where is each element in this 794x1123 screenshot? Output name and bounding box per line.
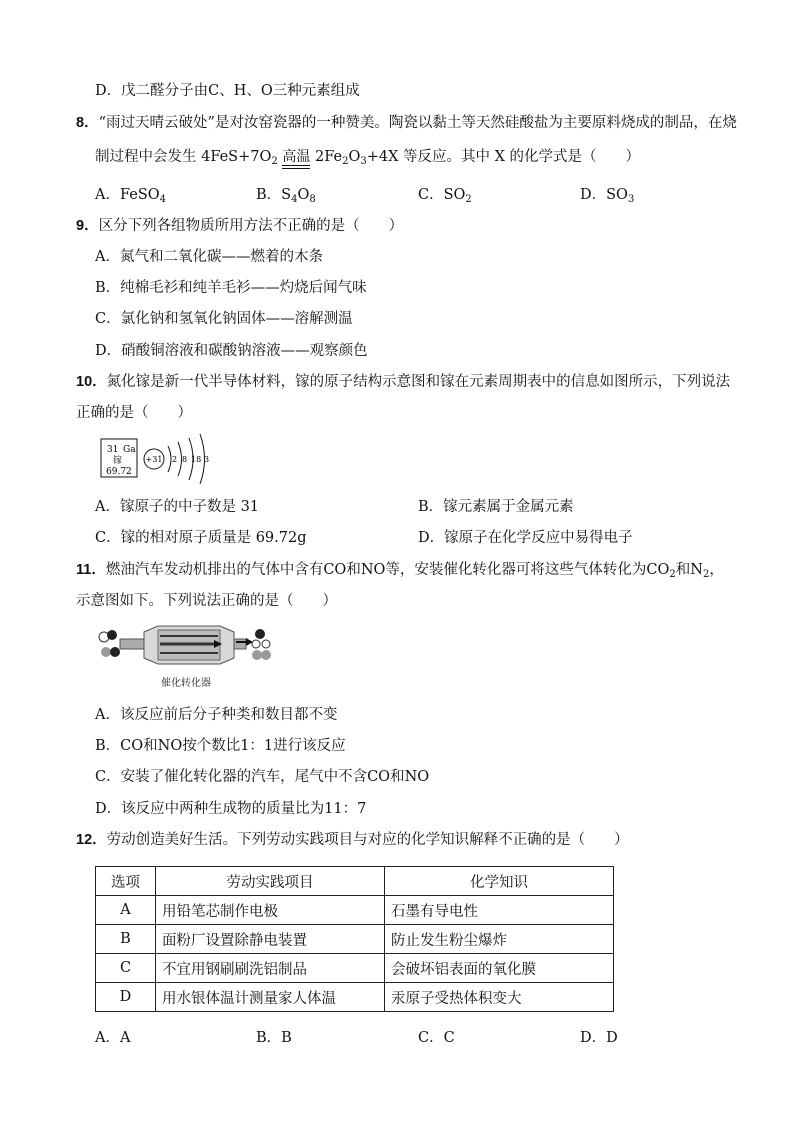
inlet-pipe xyxy=(120,639,144,649)
electron-shell-1 xyxy=(168,446,171,472)
molecule-atom-icon xyxy=(262,640,270,648)
equation-text: O xyxy=(348,149,361,165)
q10-option-a: A．镓原子的中子数是 31 xyxy=(95,499,260,515)
q11-option-d: D．该反应中两种生成物的质量比为11：7 xyxy=(95,801,367,817)
electron-shell-2 xyxy=(178,442,182,476)
q7-option-d: D．戊二醛分子由C、H、O三种元素组成 xyxy=(95,83,360,99)
table-cell: 面粉厂设置除静电装置 xyxy=(156,925,385,954)
figure-caption: 催化转化器 xyxy=(161,678,211,689)
q9-option-a: A．氮气和二氧化碳——燃着的木条 xyxy=(95,249,323,265)
subscript: 3 xyxy=(360,156,367,167)
q10-option-c: C．镓的相对原子质量是 69.72g xyxy=(95,530,307,546)
q8-option-c: C．$SO_2$ xyxy=(418,187,472,205)
table-header: 化学知识 xyxy=(385,867,614,896)
subscript: 2 xyxy=(702,569,710,580)
q10-option-b: B．镓元素属于金属元素 xyxy=(418,499,574,515)
question-number: 9． xyxy=(76,218,99,234)
molecule-atom-icon xyxy=(255,629,265,639)
q9-option-c: C．氯化钠和氢氧化钠固体——溶解测温 xyxy=(95,311,353,327)
question-11-line2: 示意图如下。下列说法正确的是（ ） xyxy=(76,593,337,609)
gallium-atom-figure xyxy=(98,430,218,486)
question-text: 区分下列各组物质所用方法不正确的是（ ） xyxy=(98,218,404,234)
equation-text: +4X 等反应。其中 X 的化学式是（ ） xyxy=(366,149,641,165)
question-text: ， xyxy=(709,562,724,578)
table-cell: D xyxy=(96,983,156,1012)
q12-option-c: C．C xyxy=(418,1030,455,1046)
q12-option-d: D．D xyxy=(580,1030,618,1046)
question-number: 12． xyxy=(76,832,107,848)
table-cell: 不宜用钢刷刷洗铝制品 xyxy=(156,954,385,983)
subscript: 2 xyxy=(271,156,278,167)
question-text: 氮化镓是新一代半导体材料，镓的原子结构示意图和镓在元素周期表中的信息如图所示，下列说法 xyxy=(106,374,731,390)
table-cell: 石墨有导电性 xyxy=(385,896,614,925)
question-8-line1 xyxy=(76,113,737,133)
molecule-atom-icon xyxy=(110,647,120,657)
table-header: 劳动实践项目 xyxy=(156,867,385,896)
element-name: 镓 xyxy=(113,456,123,466)
shell-electrons-2: 8 xyxy=(182,455,188,464)
table-cell: 用水银体温计测量家人体温 xyxy=(156,983,385,1012)
question-number: 10． xyxy=(76,374,107,390)
table-row xyxy=(96,983,614,1012)
q12-option-a: A．A xyxy=(95,1030,131,1046)
q11-option-b: B．CO和NO按个数比1：1进行该反应 xyxy=(95,738,346,754)
atomic-mass: 69.72 xyxy=(106,467,132,477)
q11-option-c: C．安装了催化转化器的汽车，尾气中不含CO和NO xyxy=(95,769,430,785)
molecule-atom-icon xyxy=(252,640,260,648)
answer-table xyxy=(95,866,614,1012)
equation-text: 2Fe xyxy=(314,149,343,165)
question-number: 8． xyxy=(76,115,99,131)
question-text: “雨过天晴云破处”是对汝窑瓷器的一种赞美。陶瓷以黏土等天然硅酸盐为主要原料烧成的制品，在烧 xyxy=(98,115,737,131)
q9-option-d: D．硝酸铜溶液和碳酸钠溶液——观察颜色 xyxy=(95,343,368,359)
table-header: 选项 xyxy=(96,867,156,896)
shell-electrons-4: 3 xyxy=(204,455,210,464)
molecule-atom-icon xyxy=(107,630,117,640)
molecule-atom-icon xyxy=(101,647,111,657)
question-text: 燃油汽车发动机排出的气体中含有CO和NO等，安装催化转化器可将这些气体转化为CO xyxy=(105,562,670,578)
q11-option-a: A．该反应前后分子种类和数目都不变 xyxy=(95,707,338,723)
q9-option-b: B．纯棉毛衫和纯羊毛衫——灼烧后闻气味 xyxy=(95,280,367,296)
question-11-line1 xyxy=(76,560,724,580)
equation-text: 制过程中会发生 4FeS+7O xyxy=(95,149,272,165)
question-10-line2: 正确的是（ ） xyxy=(76,405,192,421)
table-cell: 汞原子受热体积变大 xyxy=(385,983,614,1012)
reaction-condition: 高温 xyxy=(282,150,310,169)
nuclear-charge: +31 xyxy=(145,455,163,464)
table-cell: C xyxy=(96,954,156,983)
question-8-equation xyxy=(95,147,640,169)
question-number: 11． xyxy=(76,562,106,578)
atomic-number: 31 xyxy=(107,445,119,455)
molecule-atom-icon xyxy=(261,650,271,660)
element-symbol: Ga xyxy=(123,445,136,455)
molecule-atom-icon xyxy=(252,650,262,660)
subscript: 2 xyxy=(669,569,676,580)
table-cell: A xyxy=(96,896,156,925)
question-9-stem xyxy=(76,216,403,236)
table-row xyxy=(96,925,614,954)
question-text: 劳动创造美好生活。下列劳动实践项目与对应的化学知识解释不正确的是（ ） xyxy=(106,832,629,848)
table-row xyxy=(96,896,614,925)
q12-option-b: B．B xyxy=(256,1030,292,1046)
q8-option-d: D．$SO_3$ xyxy=(580,187,635,205)
table-cell: 防止发生粉尘爆炸 xyxy=(385,925,614,954)
q10-option-d: D．镓原子在化学反应中易得电子 xyxy=(418,530,633,546)
q8-option-a: A．FeSO$_4$ xyxy=(95,187,167,205)
outlet-pipe xyxy=(234,639,246,649)
catalytic-converter-figure xyxy=(96,622,272,692)
shell-electrons-3: 18 xyxy=(191,455,202,464)
table-cell: 用铅笔芯制作电极 xyxy=(156,896,385,925)
table-cell: 会破坏铝表面的氧化膜 xyxy=(385,954,614,983)
question-text: 和N xyxy=(675,562,703,578)
table-cell: B xyxy=(96,925,156,954)
shell-electrons-1: 2 xyxy=(172,455,178,464)
table-row xyxy=(96,954,614,983)
subscript: 2 xyxy=(342,156,349,167)
table-header-row xyxy=(96,867,614,896)
question-12-stem xyxy=(76,830,629,850)
question-10-line1 xyxy=(76,372,730,392)
q8-option-b: B．$S_4O_8$ xyxy=(256,187,316,205)
